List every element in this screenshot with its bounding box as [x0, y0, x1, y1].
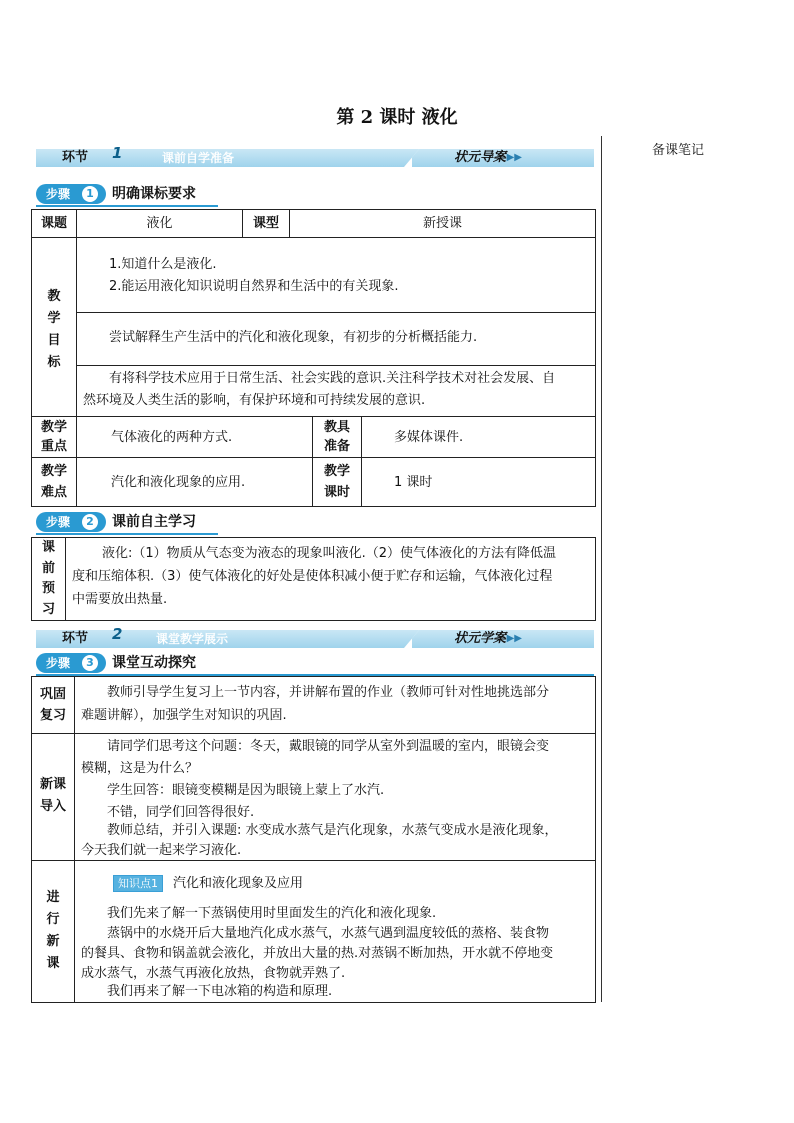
new-line-3: 的餐具、食物和锅盖就会液化，并放出大量的热.对蒸锅不断加热，开水就不停地变 — [81, 946, 554, 961]
goal-3b: 然环境及人类生活的影响，有保护环境和可持续发展的意识. — [83, 393, 426, 408]
section-right-label: 状元学案 — [453, 631, 506, 646]
intro-line-3: 学生回答：眼镜变模糊是因为眼镜上蒙上了水汽. — [107, 783, 385, 798]
intro-line-6: 今天我们就一起来学习液化. — [81, 843, 242, 858]
preview-line-1: 液化:（1）物质从气态变为液态的现象叫液化.（2）使气体液化的方法有降低温 — [102, 546, 557, 561]
goal-knowledge-cell — [76, 237, 596, 313]
intro-line-2: 模糊，这是为什么？ — [81, 761, 199, 776]
knowledge-point-tag: 知识点1 — [113, 875, 163, 892]
diff-value: 汽化和液化现象的应用. — [111, 475, 246, 490]
step-number: 1 — [82, 186, 98, 202]
knowledge-point-heading — [113, 873, 303, 895]
notes-label: 备课笔记 — [652, 143, 705, 158]
step-title: 课堂互动探究 — [112, 655, 196, 671]
goals-label: 教 学 目 标 — [47, 289, 61, 370]
review-label-cell: 巩固 复习 — [31, 676, 75, 734]
section-bar-1 — [36, 144, 594, 167]
goal-2: 尝试解释生产生活中的汽化和液化现象，有初步的分析概括能力. — [109, 330, 478, 345]
step-title: 明确课标要求 — [112, 186, 196, 202]
step-number: 2 — [82, 514, 98, 530]
step-title: 课前自主学习 — [112, 514, 196, 530]
intro-line-4: 不错，同学们回答得很好. — [107, 805, 255, 820]
new-line-5: 我们再来了解一下电冰箱的构造和原理. — [107, 984, 333, 999]
topic-header: 课题 — [31, 209, 77, 238]
goal-attitude-cell — [76, 365, 596, 417]
intro-label-cell: 新课 导入 — [31, 733, 75, 861]
arrow-icon: ▶▶ — [506, 633, 522, 644]
step-number: 3 — [82, 655, 98, 671]
type-header: 课型 — [242, 209, 290, 238]
intro-line-1: 请同学们思考这个问题：冬天，戴眼镜的同学从室外到温暖的室内，眼镜会变 — [107, 739, 550, 754]
arrow-icon: ▶▶ — [506, 152, 522, 163]
knowledge-point-title: 汽化和液化现象及应用 — [173, 876, 304, 891]
review-line-2: 难题讲解），加强学生对知识的巩固. — [81, 708, 287, 723]
page-title: 第 2 课时 液化 — [336, 107, 458, 128]
section-label: 课堂教学展示 — [156, 632, 229, 646]
intro-line-5: 教师总结，并引入课题: 水变成水蒸气是汽化现象，水蒸气变成水是液化现象， — [107, 823, 558, 838]
diff-value-cell — [76, 457, 313, 507]
preview-line-2: 度和压缩体积.（3）使气体液化的好处是使体积减小便于贮存和运输，气体液化过程 — [72, 569, 553, 584]
intro-content-cell — [74, 733, 596, 861]
tool-value: 多媒体课件. — [394, 430, 464, 445]
preview-line-3: 中需要放出热量. — [72, 592, 168, 607]
step-pill-label: 步骤 — [46, 656, 71, 670]
topic-value: 液化 — [76, 209, 243, 238]
time-value: 1 课时 — [394, 475, 433, 490]
key-header: 教学 重点 — [31, 416, 77, 458]
new-lesson-label-cell: 进 行 新 课 — [31, 860, 75, 1003]
preview-content-cell — [65, 537, 596, 621]
time-value-cell — [361, 457, 596, 507]
new-line-2: 蒸锅中的水烧开后大量地汽化成水蒸气，水蒸气遇到温度较低的蒸格、装食物 — [107, 926, 550, 941]
section-right-label: 状元导案 — [453, 150, 506, 165]
section-number: 2 — [112, 625, 123, 643]
new-lesson-content-cell — [74, 860, 596, 1003]
margin-divider — [601, 136, 602, 1002]
section-seg-label: 环节 — [62, 150, 89, 165]
goals-label-cell — [31, 237, 77, 417]
goal-1b: 2.能运用液化知识说明自然界和生活中的有关现象. — [109, 279, 399, 294]
type-value: 新授课 — [289, 209, 596, 238]
review-line-1: 教师引导学生复习上一节内容，并讲解布置的作业（教师可针对性地挑选部分 — [107, 685, 550, 700]
section-number: 1 — [112, 144, 123, 162]
step-pill-label: 步骤 — [46, 187, 71, 201]
step-pill-label: 步骤 — [46, 515, 71, 529]
section-seg-label: 环节 — [62, 631, 89, 646]
tool-value-cell — [361, 416, 596, 458]
new-line-4: 成水蒸气，水蒸气再液化放热，食物就弄熟了. — [81, 966, 346, 981]
tool-header: 教具 准备 — [312, 416, 362, 458]
section-bar-2 — [36, 625, 594, 648]
preview-label: 课 前 预 习 — [41, 540, 55, 617]
key-value: 气体液化的两种方式. — [111, 430, 233, 445]
preview-label-cell — [31, 537, 66, 621]
goal-ability-cell — [76, 312, 596, 366]
review-content-cell — [74, 676, 596, 734]
key-value-cell — [76, 416, 313, 458]
goal-1a: 1.知道什么是液化. — [109, 257, 217, 272]
diff-header: 教学 难点 — [31, 457, 77, 507]
section-label: 课前自学准备 — [162, 151, 235, 165]
time-header: 教学 课时 — [312, 457, 362, 507]
new-line-1: 我们先来了解一下蒸锅使用时里面发生的汽化和液化现象. — [107, 906, 437, 921]
goal-3a: 有将科学技术应用于日常生活、社会实践的意识.关注科学技术对社会发展、自 — [109, 371, 556, 386]
